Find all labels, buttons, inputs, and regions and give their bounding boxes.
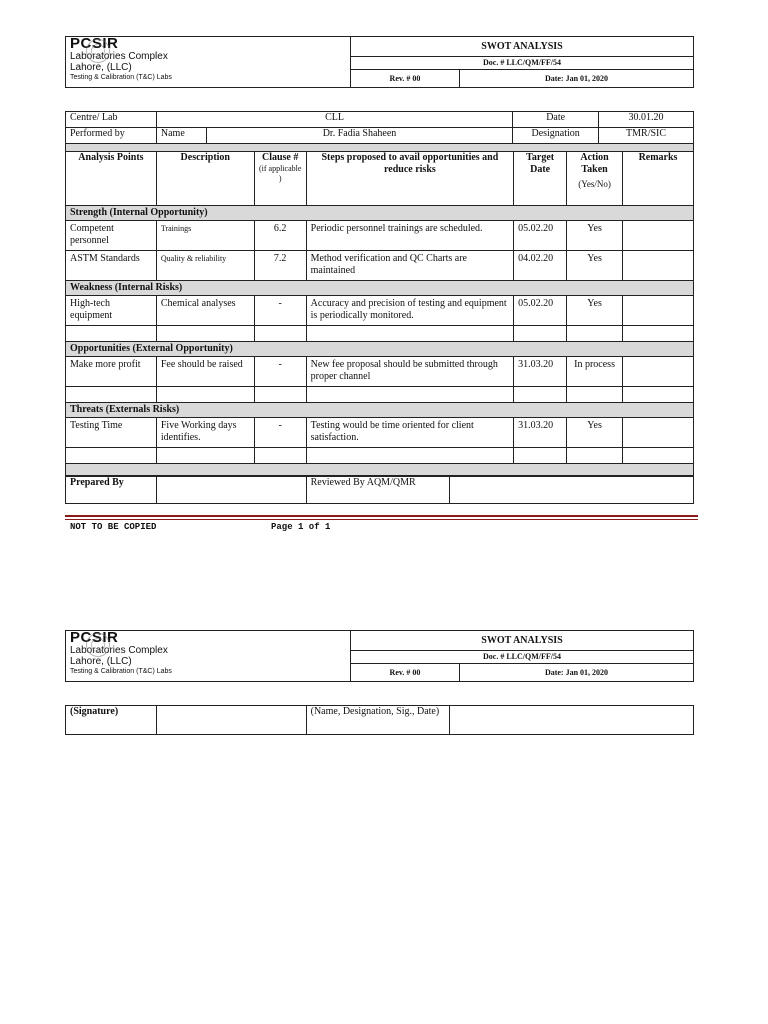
issue-date: Date: Jan 01, 2020 — [460, 664, 694, 682]
centre-value: CLL — [156, 112, 512, 128]
cell-point — [66, 326, 157, 342]
cell-target — [514, 387, 567, 403]
org-name: PCSIR — [70, 35, 119, 52]
swot-table — [65, 151, 694, 476]
col-clause — [254, 152, 306, 206]
performed-label: Performed by — [66, 128, 157, 144]
cell-description — [156, 326, 254, 342]
lab-name: Laboratories Complex — [70, 645, 168, 656]
seal-icon — [86, 633, 110, 657]
doc-number: Doc. # LLC/QM/FF/54 — [351, 57, 694, 70]
cell-description: Chemical analyses — [156, 296, 254, 326]
issue-date: Date: Jan 01, 2020 — [460, 70, 694, 88]
col-analysis: Analysis Points — [66, 152, 157, 206]
section-header-row — [66, 403, 694, 418]
name-value: Dr. Fadia Shaheen — [206, 128, 512, 144]
name-label: Name — [156, 128, 206, 144]
footer-line — [65, 515, 698, 517]
cell-description: Trainings — [156, 221, 254, 251]
signature-table — [65, 705, 694, 735]
cell-point: High-tech equipment — [66, 296, 157, 326]
table-row — [66, 251, 694, 281]
col-steps: Steps proposed to avail opportunities and reduce risks — [306, 152, 513, 206]
col-clause-note: (if applicable ) — [258, 164, 302, 183]
section-title: Opportunities (External Opportunity) — [66, 342, 694, 357]
centre-label: Centre/ Lab — [66, 112, 157, 128]
not-copied-label: NOT TO BE COPIED — [70, 522, 157, 532]
lab-unit: Testing & Calibration (T&C) Labs — [70, 74, 172, 81]
cell-steps — [306, 387, 513, 403]
lab-location: Lahore, (LLC) — [70, 62, 132, 73]
cell-action — [567, 387, 623, 403]
info-table — [65, 111, 694, 152]
cell-clause: 7.2 — [254, 251, 306, 281]
cell-remarks — [623, 448, 694, 464]
revision: Rev. # 00 — [351, 70, 460, 88]
section-header-row — [66, 281, 694, 296]
cell-steps: Testing would be time oriented for client satisfaction. — [306, 418, 513, 448]
cell-clause: - — [254, 418, 306, 448]
logo-block — [66, 37, 351, 88]
name-sig-field — [450, 706, 694, 735]
col-remarks: Remarks — [623, 152, 694, 206]
prepared-by-label: Prepared By — [66, 477, 157, 504]
cell-action — [567, 326, 623, 342]
cell-point: Make more profit — [66, 357, 157, 387]
doc-header-2 — [65, 630, 694, 682]
cell-steps: Periodic personnel trainings are scheduled. — [306, 221, 513, 251]
revision: Rev. # 00 — [351, 664, 460, 682]
swot-body — [66, 206, 694, 464]
logo-block-2 — [66, 631, 351, 682]
cell-clause: 6.2 — [254, 221, 306, 251]
column-header-row — [66, 152, 694, 206]
cell-steps: Accuracy and precision of testing and equipment is periodically monitored. — [306, 296, 513, 326]
cell-remarks — [623, 418, 694, 448]
cell-point: Competent personnel — [66, 221, 157, 251]
cell-remarks — [623, 357, 694, 387]
cell-steps: Method verification and QC Charts are maintained — [306, 251, 513, 281]
cell-action: Yes — [567, 296, 623, 326]
cell-clause — [254, 448, 306, 464]
table-row — [66, 221, 694, 251]
name-sig-label: (Name, Designation, Sig., Date) — [306, 706, 450, 735]
cell-description: Quality & reliability — [156, 251, 254, 281]
org-name: PCSIR — [70, 629, 119, 646]
cell-target: 31.03.20 — [514, 357, 567, 387]
cell-target: 04.02.20 — [514, 251, 567, 281]
cell-description — [156, 387, 254, 403]
cell-action: Yes — [567, 221, 623, 251]
col-action — [567, 152, 623, 206]
cell-steps — [306, 326, 513, 342]
col-clause-label: Clause # — [261, 152, 299, 163]
table-row — [66, 296, 694, 326]
cell-target: 31.03.20 — [514, 418, 567, 448]
section-title: Threats (Externals Risks) — [66, 403, 694, 418]
cell-target: 05.02.20 — [514, 296, 567, 326]
doc-title: SWOT ANALYSIS — [351, 37, 694, 57]
section-title: Strength (Internal Opportunity) — [66, 206, 694, 221]
reviewed-by-field — [450, 477, 694, 504]
cell-steps — [306, 448, 513, 464]
cell-description: Fee should be raised — [156, 357, 254, 387]
cell-clause — [254, 326, 306, 342]
cell-action: Yes — [567, 418, 623, 448]
col-action-label: Action Taken — [580, 152, 609, 175]
cell-clause: - — [254, 296, 306, 326]
table-row — [66, 387, 694, 403]
prepared-table — [65, 476, 694, 504]
lab-unit: Testing & Calibration (T&C) Labs — [70, 668, 172, 675]
prepared-by-field — [156, 477, 306, 504]
cell-action — [567, 448, 623, 464]
date-label: Date — [513, 112, 599, 128]
col-action-note: (Yes/No) — [578, 179, 611, 189]
cell-description: Five Working days identifies. — [156, 418, 254, 448]
designation-label: Designation — [513, 128, 599, 144]
spacer-row — [66, 464, 694, 476]
reviewed-by-label: Reviewed By AQM/QMR — [306, 477, 450, 504]
doc-title: SWOT ANALYSIS — [351, 631, 694, 651]
section-header-row — [66, 206, 694, 221]
cell-point — [66, 387, 157, 403]
cell-description — [156, 448, 254, 464]
cell-clause: - — [254, 357, 306, 387]
footer-line-thin — [65, 519, 698, 520]
col-description: Description — [156, 152, 254, 206]
cell-target: 05.02.20 — [514, 221, 567, 251]
cell-remarks — [623, 296, 694, 326]
doc-number: Doc. # LLC/QM/FF/54 — [351, 651, 694, 664]
cell-remarks — [623, 251, 694, 281]
lab-name: Laboratories Complex — [70, 51, 168, 62]
cell-steps: New fee proposal should be submitted through proper channel — [306, 357, 513, 387]
table-row — [66, 418, 694, 448]
cell-point — [66, 448, 157, 464]
doc-header — [65, 36, 694, 88]
cell-remarks — [623, 387, 694, 403]
cell-action: In process — [567, 357, 623, 387]
signature-field — [156, 706, 306, 735]
seal-icon — [86, 39, 110, 63]
cell-remarks — [623, 326, 694, 342]
table-row — [66, 448, 694, 464]
cell-clause — [254, 387, 306, 403]
cell-target — [514, 448, 567, 464]
cell-point: Testing Time — [66, 418, 157, 448]
lab-location: Lahore, (LLC) — [70, 656, 132, 667]
table-row — [66, 326, 694, 342]
cell-action: Yes — [567, 251, 623, 281]
signature-label: (Signature) — [66, 706, 157, 735]
date-value: 30.01.20 — [599, 112, 694, 128]
page-number: Page 1 of 1 — [271, 522, 331, 532]
cell-target — [514, 326, 567, 342]
section-title: Weakness (Internal Risks) — [66, 281, 694, 296]
col-target: Target Date — [514, 152, 567, 206]
table-row — [66, 357, 694, 387]
designation-value: TMR/SIC — [599, 128, 694, 144]
cell-point: ASTM Standards — [66, 251, 157, 281]
section-header-row — [66, 342, 694, 357]
cell-remarks — [623, 221, 694, 251]
